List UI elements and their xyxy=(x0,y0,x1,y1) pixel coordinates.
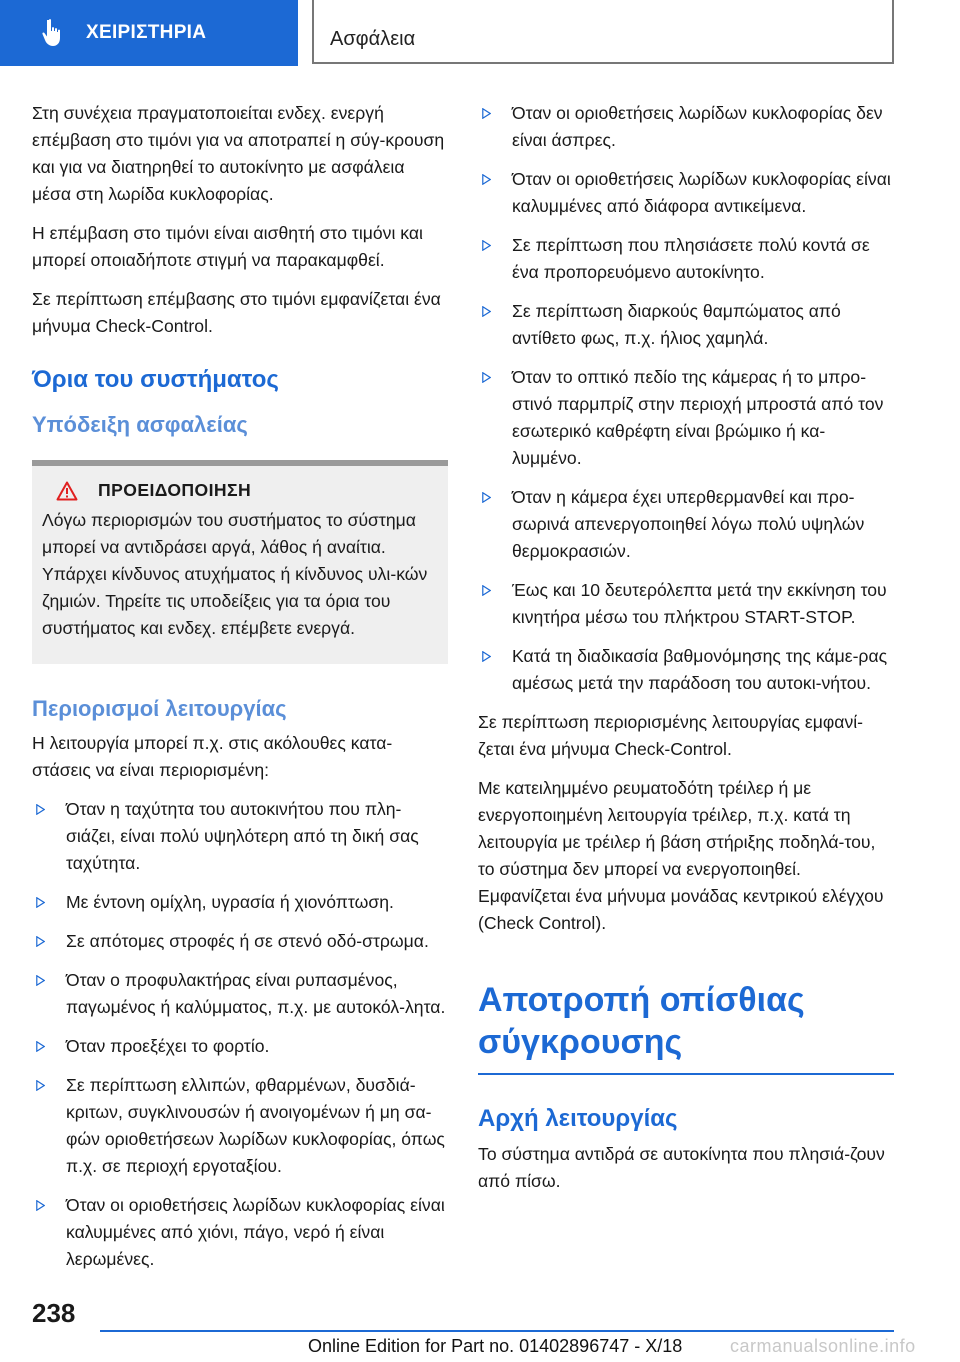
triangle-bullet-icon xyxy=(482,651,491,662)
triangle-bullet-icon xyxy=(36,804,45,815)
list-item: Έως και 10 δευτερόλεπτα μετά την εκκίνηση του κινητήρα μέσω του πλήκτρου START-STOP. xyxy=(478,577,894,631)
list-item: Όταν ο προφυλακτήρας είναι ρυπασμένος, παγωμένος ή καλύμματος, π.χ. με αυτοκόλ‐λητα. xyxy=(32,967,448,1021)
trailer-paragraph: Με κατειλημμένο ρευματοδότη τρέιλερ ή με ενεργοποιημένη λειτουργία τρέιλερ, π.χ. κατά τη λειτουργία με τρέιλερ ή βάση στήριξης ποδηλά‐του, το σύστημα δεν μπορεί να ενεργοποιηθεί. Εμφανίζεται ένα μήνυμα μονάδας κεντρικού ελέγχου (Check Control). xyxy=(478,778,884,933)
intro-paragraph: Η επέμβαση στο τιμόνι είναι αισθητή στο τιμόνι και μπορεί οποιαδήποτε στιγμή να παρακαμφθεί. xyxy=(32,223,423,270)
list-item: Όταν οι οριοθετήσεις λωρίδων κυκλοφορίας είναι καλυμμένες από διάφορα αντικείμενα. xyxy=(478,166,894,220)
page-number: 238 xyxy=(32,1298,76,1328)
limits-list-right xyxy=(478,100,894,697)
header-frame xyxy=(312,0,894,64)
list-item: Κατά τη διαδικασία βαθμονόμησης της κάμε‐ρας αμέσως μετά την παράδοση του αυτοκι‐νήτου. xyxy=(478,643,894,697)
principle-text: Το σύστημα αντιδρά σε αυτοκίνητα που πλησιά‐ζουν από πίσω. xyxy=(478,1144,885,1191)
principle-heading: Αρχή λειτουργίας xyxy=(478,1105,678,1132)
intro-paragraph: Σε περίπτωση επέμβασης στο τιμόνι εμφανίζεται ένα μήνυμα Check-Control. xyxy=(32,289,441,336)
edition-text: Online Edition for Part no. 01402896747 - X/18 xyxy=(308,1336,683,1356)
section-title: Ασφάλεια xyxy=(330,28,416,50)
list-item: Όταν η ταχύτητα του αυτοκινήτου που πλη‐σιάζει, είναι πολύ υψηλότερη από τη δική σας ταχύτητα. xyxy=(32,796,448,877)
triangle-bullet-icon xyxy=(36,975,45,986)
limits-list-left xyxy=(32,796,448,1273)
triangle-bullet-icon xyxy=(482,585,491,596)
chapter-label: ΧΕΙΡΙΣΤΗΡΙΑ xyxy=(86,22,207,43)
triangle-bullet-icon xyxy=(482,372,491,383)
footer-rule xyxy=(100,1330,894,1332)
triangle-bullet-icon xyxy=(36,1080,45,1091)
triangle-bullet-icon xyxy=(482,108,491,119)
triangle-bullet-icon xyxy=(36,1041,45,1052)
list-item: Όταν η κάμερα έχει υπερθερμανθεί και προ‐σωρινά απενεργοποιηθεί λόγω πολύ υψηλών θερμοκρασιών. xyxy=(478,484,894,565)
warning-title: ΠΡΟΕΙΔΟΠΟΙΗΣΗ xyxy=(98,480,252,500)
triangle-bullet-icon xyxy=(36,936,45,947)
list-item: Με έντονη ομίχλη, υγρασία ή χιονόπτωση. xyxy=(32,889,448,916)
warning-triangle-icon xyxy=(56,481,78,501)
right-column xyxy=(478,100,894,1207)
triangle-bullet-icon xyxy=(482,240,491,251)
watermark: carmanualsonline.info xyxy=(730,1336,916,1356)
chapter-tab xyxy=(0,0,298,66)
system-limits-heading: Όρια του συστήματος xyxy=(32,366,279,393)
list-item: Σε περίπτωση που πλησιάσετε πολύ κοντά σε ένα προπορευόμενο αυτοκίνητο. xyxy=(478,232,894,286)
function-limits-heading: Περιορισμοί λειτουργίας xyxy=(32,696,287,721)
limited-function-paragraph: Σε περίπτωση περιορισμένης λειτουργίας εμφανί‐ζεται ένα μήνυμα Check-Control. xyxy=(478,712,864,759)
left-column xyxy=(32,100,448,1285)
list-item: Όταν το οπτικό πεδίο της κάμερας ή το μπρο‐στινό παρμπρίζ στην περιοχή μπροστά από τον εσωτερικό καθρέφτη είναι βρώμικο ή κα‐λυμμένο. xyxy=(478,364,894,472)
list-item: Σε περίπτωση ελλιπών, φθαρμένων, δυσδιά‐κριτων, συγκλινουσών ή ανοιγομένων ή μη σα‐φών οριοθετήσεων λωρίδων κυκλοφορίας, όπως π.χ. σε περιοχή εργοταξίου. xyxy=(32,1072,448,1180)
limits-intro: Η λειτουργία μπορεί π.χ. στις ακόλουθες κατα‐στάσεις να είναι περιορισμένη: xyxy=(32,733,393,780)
list-item: Όταν οι οριοθετήσεις λωρίδων κυκλοφορίας είναι καλυμμένες από χιόνι, πάγο, νερό ή είναι λερωμένες. xyxy=(32,1192,448,1273)
triangle-bullet-icon xyxy=(482,174,491,185)
warning-text: Λόγω περιορισμών του συστήματος το σύστημα μπορεί να αντιδράσει αργά, λάθος ή αναίτια. Υπάρχει κίνδυνος ατυχήματος ή κίνδυνος υλι‐κών ζημιών. Τηρείτε τις υποδείξεις για τα όρια του συστήματος και ενδεχ. επέμβετε ενεργά. xyxy=(42,510,428,638)
warning-box xyxy=(32,466,448,664)
triangle-bullet-icon xyxy=(36,897,45,908)
rear-collision-heading: Αποτροπή οπίσθιας σύγκρουσης xyxy=(478,981,805,1061)
intro-paragraph: Στη συνέχεια πραγματοποιείται ενδεχ. ενεργή επέμβαση στο τιμόνι για να αποτραπεί η σύγ‐κρουση και για να διατηρηθεί το αυτοκίνητο με ασφάλεια μέσα στη λωρίδα κυκλοφορίας. xyxy=(32,103,445,204)
triangle-bullet-icon xyxy=(36,1200,45,1211)
list-item: Όταν οι οριοθετήσεις λωρίδων κυκλοφορίας δεν είναι άσπρες. xyxy=(478,100,894,154)
list-item: Σε απότομες στροφές ή σε στενό οδό‐στρωμα. xyxy=(32,928,448,955)
list-item: Όταν προεξέχει το φορτίο. xyxy=(32,1033,448,1060)
list-item: Σε περίπτωση διαρκούς θαμπώματος από αντίθετο φως, π.χ. ήλιος χαμηλά. xyxy=(478,298,894,352)
safety-note-heading: Υπόδειξη ασφαλείας xyxy=(32,412,248,437)
heading-rule xyxy=(478,1073,894,1075)
hand-pointer-icon xyxy=(40,18,66,48)
triangle-bullet-icon xyxy=(482,492,491,503)
triangle-bullet-icon xyxy=(482,306,491,317)
